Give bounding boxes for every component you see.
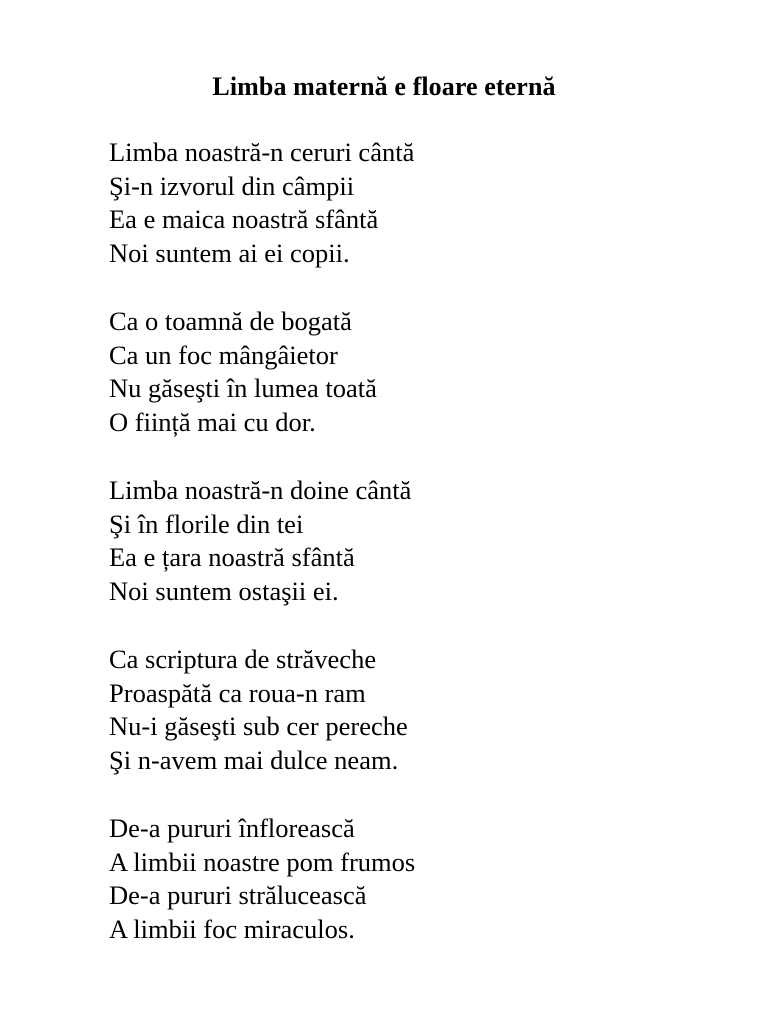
poem-line: O ființă mai cu dor. <box>109 406 316 437</box>
poem-line: Şi-n izvorul din câmpii <box>109 170 355 201</box>
poem-line: Nu-i găseşti sub cer pereche <box>109 711 408 741</box>
poem-line: Ea e maica noastră sfântă <box>109 204 379 234</box>
stanza-1 <box>109 136 729 270</box>
poem-line: Limba noastră-n ceruri cântă <box>109 137 415 167</box>
poem-line: Şi în florile din tei <box>109 508 304 539</box>
poem-line: Proaspătă ca roua-n ram <box>109 677 366 708</box>
stanza-3 <box>109 474 729 608</box>
poem-line: Noi suntem ai ei copii. <box>109 237 350 268</box>
stanza-4 <box>109 643 729 777</box>
poem-line: Şi n-avem mai dulce neam. <box>109 744 399 775</box>
poem-line: De-a pururi înflorească <box>109 813 355 843</box>
poem-body <box>109 136 729 981</box>
stanza-5 <box>109 812 729 946</box>
poem-title: Limba maternă e floare eternă <box>212 72 556 101</box>
poem-line: Nu găseşti în lumea toată <box>109 373 377 403</box>
poem-line: Ca un foc mângâietor <box>109 339 338 370</box>
poem-line: Ea e țara noastră sfântă <box>109 542 355 572</box>
poem-line: Ca scriptura de străveche <box>109 644 377 674</box>
poem-line: A limbii foc miraculos. <box>109 913 355 944</box>
stanza-2 <box>109 305 729 439</box>
poem-line: De-a pururi strălucească <box>109 880 367 910</box>
poem-line: Ca o toamnă de bogată <box>109 306 352 336</box>
poem-line: Limba noastră-n doine cântă <box>109 475 412 505</box>
poem-line: A limbii noastre pom frumos <box>109 846 416 877</box>
poem-line: Noi suntem ostaşii ei. <box>109 575 339 606</box>
